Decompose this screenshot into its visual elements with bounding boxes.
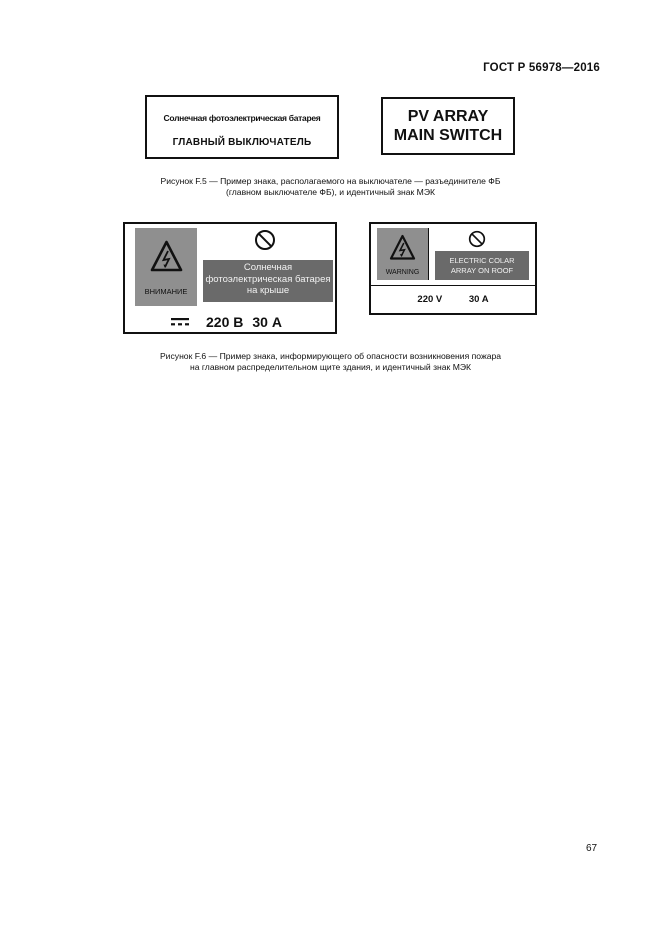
current-value: 30 А bbox=[252, 314, 282, 330]
message-line-1: ELECTRIC COLAR bbox=[449, 256, 515, 265]
figure-f5-caption-line2: (главном выключателе ФБ), и идентичный знак МЭК bbox=[225, 187, 436, 197]
sign-en-line2: MAIN SWITCH bbox=[393, 127, 503, 144]
figure-f6-caption-line2: на главном распределительном щите здания, и идентичный знак МЭК bbox=[189, 362, 472, 372]
pv-on-roof-sign-en bbox=[369, 222, 537, 315]
pv-on-roof-sign-ru bbox=[123, 222, 337, 334]
voltage-value: 220 В bbox=[206, 314, 244, 330]
high-voltage-warning-icon bbox=[150, 240, 183, 273]
warning-label: WARNING bbox=[385, 269, 420, 276]
direct-current-icon bbox=[171, 318, 189, 326]
document-code: ГОСТ Р 56978—2016 bbox=[483, 62, 600, 74]
sign-ru-line2: ГЛАВНЫЙ ВЫКЛЮЧАТЕЛЬ bbox=[172, 137, 312, 148]
message-line-3: на крыше bbox=[246, 285, 290, 296]
warning-label: ВНИМАНИЕ bbox=[144, 287, 188, 296]
figure-f6-caption bbox=[0, 351, 661, 373]
rating-row bbox=[171, 314, 282, 330]
figure-f5-caption-line1: Рисунок F.5 — Пример знака, располагаемого на выключателе — разъединителе ФБ bbox=[160, 176, 501, 186]
warning-panel bbox=[377, 228, 429, 280]
figure-f6-caption-line1: Рисунок F.6 — Пример знака, информирующего об опасности возникновения пожара bbox=[159, 351, 502, 361]
sign-en-line1: PV ARRAY bbox=[407, 108, 489, 125]
message-panel bbox=[435, 251, 529, 280]
prohibition-icon bbox=[468, 230, 486, 248]
message-line-2: фотоэлектрическая батарея bbox=[205, 273, 331, 285]
pv-main-switch-sign-ru bbox=[145, 95, 339, 159]
warning-panel bbox=[135, 228, 197, 306]
sign-top-area bbox=[371, 224, 535, 286]
pv-main-switch-sign-en bbox=[381, 97, 515, 155]
high-voltage-warning-icon bbox=[389, 234, 416, 261]
rating-row bbox=[371, 294, 535, 305]
page-number: 67 bbox=[586, 843, 598, 854]
current-value: 30 A bbox=[468, 294, 489, 305]
message-line-2: ARRAY ON ROOF bbox=[450, 265, 514, 275]
message-line-1: Солнечная bbox=[243, 262, 293, 273]
sign-ru-line1: Солнечная фотоэлектрическая батарея bbox=[163, 113, 321, 123]
voltage-value: 220 V bbox=[417, 294, 443, 305]
prohibition-icon bbox=[254, 229, 276, 251]
figure-f5-caption bbox=[0, 176, 661, 198]
message-panel bbox=[203, 260, 333, 302]
